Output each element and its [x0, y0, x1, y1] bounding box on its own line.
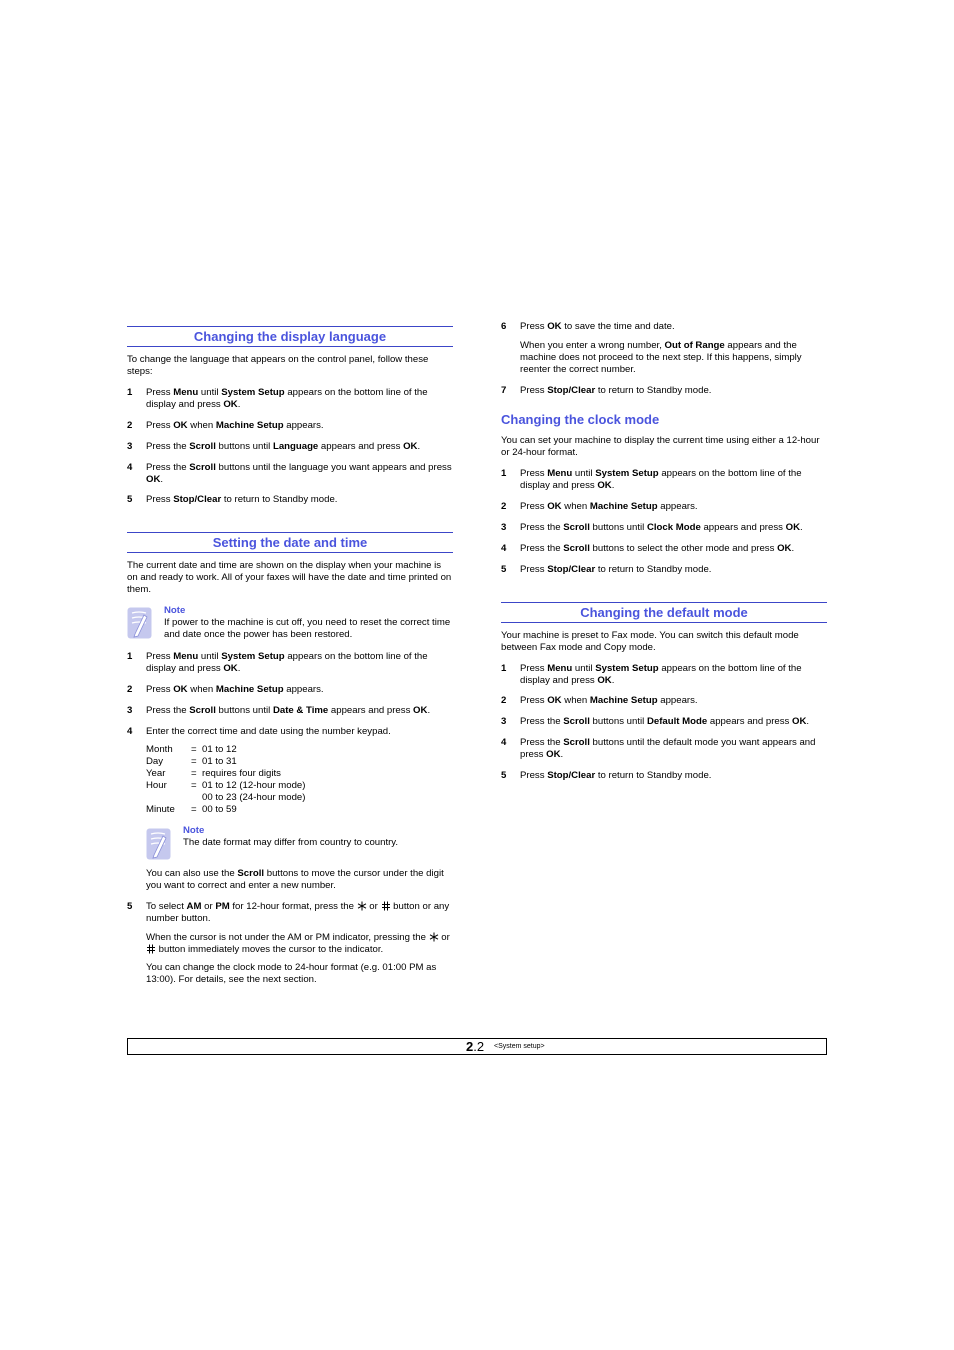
language-step-2: 2 Press OK when Machine Setup appears. — [127, 420, 324, 431]
default-step-2: 2 Press OK when Machine Setup appears. — [501, 695, 698, 706]
section-heading-clock-mode: Changing the clock mode — [501, 412, 660, 427]
date-intro: The current date and time are shown on the display when your machine is on and ready to work. All of your faxes will have the date and time printed on them. — [127, 560, 452, 595]
date-step-1: 1 Press Menu until System Setup appears on the bottom line of the display and press OK. — [127, 651, 428, 674]
star-key-icon — [357, 901, 367, 911]
language-step-3: 3 Press the Scroll buttons until Language appears and press OK. — [127, 441, 421, 452]
note-pencil-icon — [146, 828, 171, 860]
page-footer — [127, 1038, 827, 1055]
date-step-5: 5 To select AM or PM for 12-hour format, press the or button or any number button. — [127, 901, 450, 924]
hash-key-icon — [146, 944, 156, 954]
chapter-label: <System setup> — [494, 1043, 545, 1050]
note-1-text: If power to the machine is cut off, you need to reset the correct time and date once the power has been restored. — [164, 617, 451, 640]
date-step-3: 3 Press the Scroll buttons until Date & Time appears and press OK. — [127, 705, 431, 716]
out-of-range-text: When you enter a wrong number, Out of Range appears and the machine does not proceed to the next step. If this happens, simply reenter the correct number. — [520, 340, 802, 375]
scroll-cursor-text: You can also use the Scroll buttons to move the cursor under the digit you want to correct and enter a new number. — [146, 868, 444, 891]
default-step-5: 5 Press Stop/Clear to return to Standby mode. — [501, 770, 712, 781]
language-step-4: 4 Press the Scroll buttons until the language you want appears and press OK. — [127, 462, 452, 485]
note-pencil-icon — [127, 607, 152, 639]
default-intro: Your machine is preset to Fax mode. You can switch this default mode between Fax mode and Copy mode. — [501, 630, 799, 653]
clock-step-4: 4 Press the Scroll buttons to select the other mode and press OK. — [501, 543, 795, 554]
clock-step-3: 3 Press the Scroll buttons until Clock Mode appears and press OK. — [501, 522, 803, 533]
clock-mode-reference-text: You can change the clock mode to 24-hour format (e.g. 01:00 PM as 13:00). For details, see the next section. — [146, 962, 437, 985]
clock-step-1: 1 Press Menu until System Setup appears on the bottom line of the display and press OK. — [501, 468, 802, 491]
default-step-4: 4 Press the Scroll buttons until the default mode you want appears and press OK. — [501, 737, 816, 760]
clock-step-2: 2 Press OK when Machine Setup appears. — [501, 501, 698, 512]
language-intro: To change the language that appears on the control panel, follow these steps: — [127, 354, 429, 377]
hash-key-icon — [381, 901, 391, 911]
clock-intro: You can set your machine to display the current time using either a 12-hour or 24-hour format. — [501, 435, 820, 458]
page-number: 2.2 — [466, 1039, 485, 1054]
language-step-1: 1 Press Menu until System Setup appears on the bottom line of the display and press OK. — [127, 387, 428, 410]
language-step-5: 5 Press Stop/Clear to return to Standby mode. — [127, 494, 338, 505]
section-heading-display-language: Changing the display language — [127, 326, 453, 347]
section-heading-default-mode: Changing the default mode — [501, 602, 827, 623]
section-heading-date-time: Setting the date and time — [127, 532, 453, 553]
date-step-2: 2 Press OK when Machine Setup appears. — [127, 684, 324, 695]
default-step-1: 1 Press Menu until System Setup appears on the bottom line of the display and press OK. — [501, 663, 802, 686]
note-2-title: Note — [183, 825, 205, 836]
note-2-text: The date format may differ from country to country. — [183, 837, 399, 848]
date-step-4: 4 Enter the correct time and date using the number keypad. — [127, 726, 391, 737]
note-1-title: Note — [164, 605, 186, 616]
default-step-3: 3 Press the Scroll buttons until Default Mode appears and press OK. — [501, 716, 810, 727]
date-step-7: 7 Press Stop/Clear to return to Standby mode. — [501, 385, 712, 396]
note-2 — [183, 825, 453, 849]
star-key-icon — [429, 932, 439, 942]
note-1 — [164, 605, 453, 641]
am-pm-indicator-text: When the cursor is not under the AM or PM indicator, pressing the or button immediately moves the cursor to the indicator. — [146, 932, 450, 955]
clock-step-5: 5 Press Stop/Clear to return to Standby mode. — [501, 564, 712, 575]
date-step-6: 6 Press OK to save the time and date. — [501, 321, 675, 332]
